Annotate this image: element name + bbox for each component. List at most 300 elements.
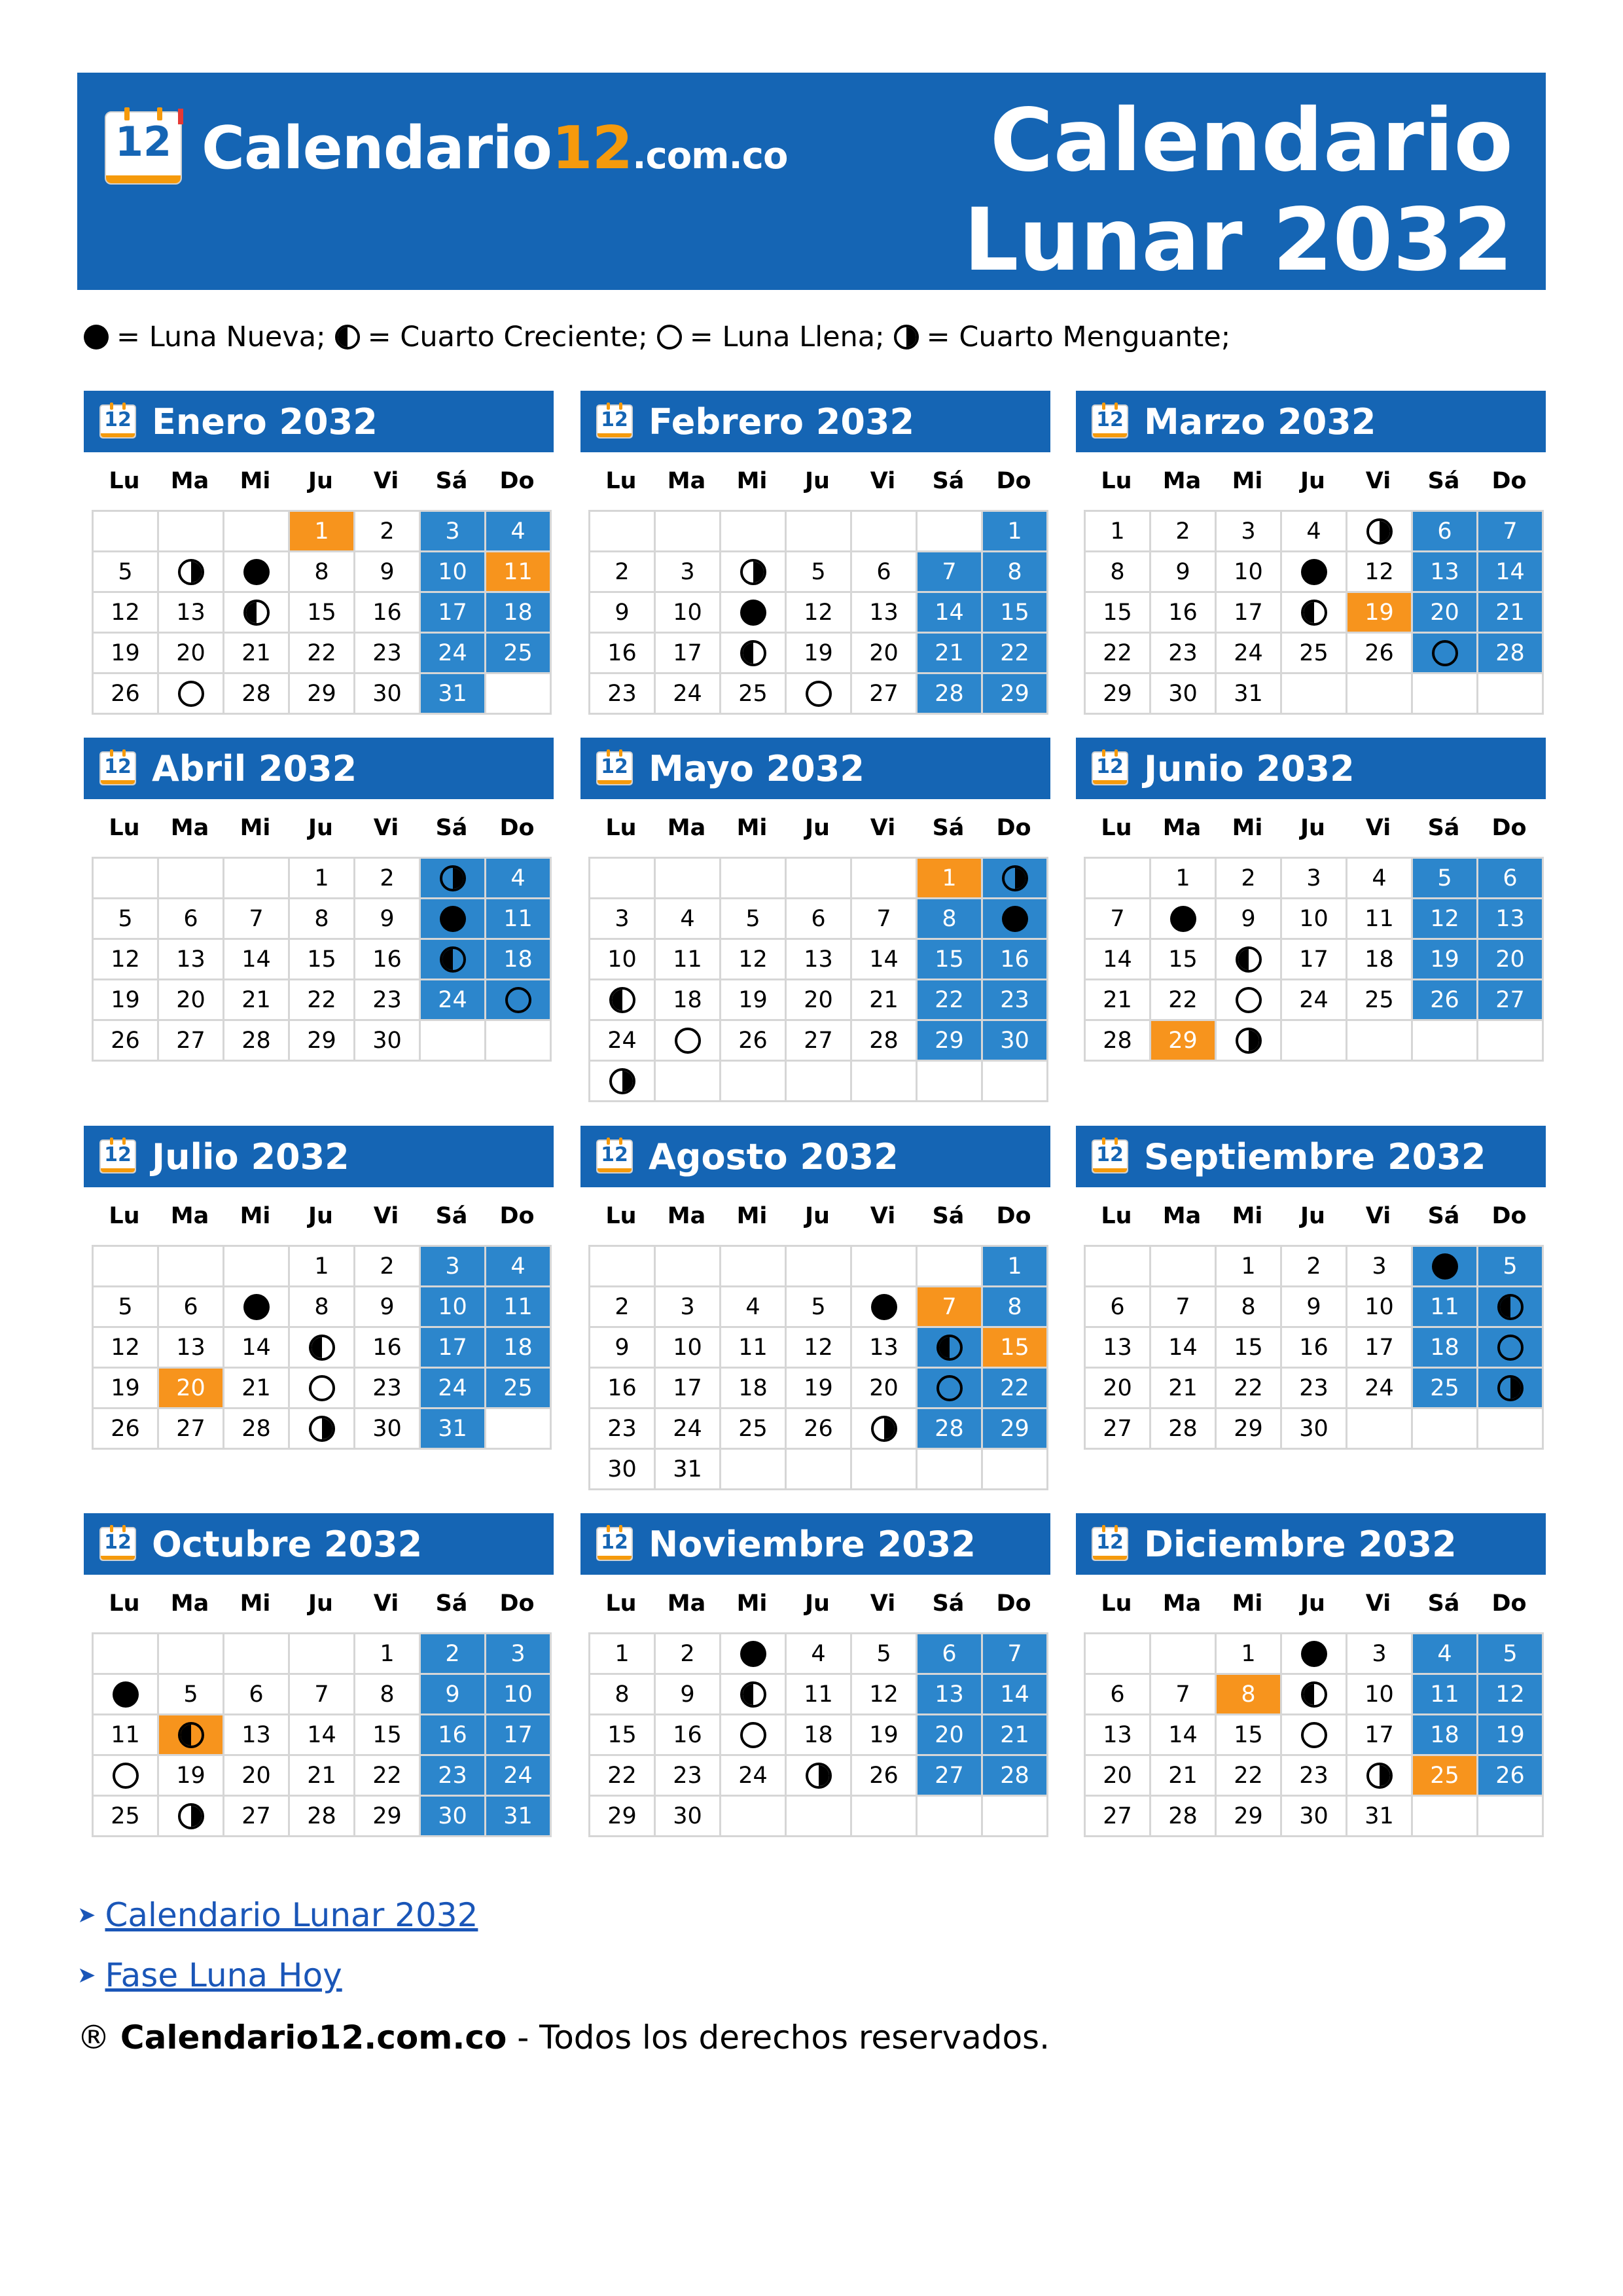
day-cell <box>1086 512 1151 552</box>
empty-day-cell <box>656 859 721 899</box>
day-number: 1 <box>314 1253 329 1280</box>
day-number: 20 <box>1495 946 1525 973</box>
day-cell <box>787 1021 852 1062</box>
day-number: 1 <box>1241 1640 1256 1667</box>
calendar-icon <box>596 404 633 439</box>
day-number: 3 <box>1241 518 1256 545</box>
new-moon-icon <box>1301 1641 1327 1667</box>
day-number: 26 <box>111 680 140 707</box>
day-number: 12 <box>1495 1681 1525 1708</box>
day-cell <box>1086 593 1151 634</box>
weekday-label: Vi <box>870 1590 896 1617</box>
day-cell <box>1217 674 1282 715</box>
day-grid <box>588 857 1048 1102</box>
empty-day-cell <box>1478 1021 1544 1062</box>
day-cell <box>159 1369 224 1409</box>
day-cell <box>355 940 421 980</box>
day-cell <box>1151 980 1217 1021</box>
day-number: 13 <box>1103 1721 1132 1748</box>
day-cell <box>1151 1756 1217 1797</box>
day-number: 20 <box>1103 1374 1132 1401</box>
day-cell <box>486 1634 552 1675</box>
empty-day-cell <box>1478 1409 1544 1450</box>
day-number: 24 <box>1364 1374 1394 1401</box>
weekday-header <box>1084 452 1546 510</box>
day-number: 6 <box>1437 518 1452 545</box>
day-number: 31 <box>673 1456 702 1482</box>
day-number: 17 <box>673 639 702 666</box>
day-cell <box>486 1247 552 1287</box>
full-moon-icon <box>113 1763 139 1789</box>
day-cell <box>852 1369 918 1409</box>
calendar-icon <box>596 751 633 785</box>
weekday-label: Ju <box>308 1590 333 1617</box>
day-number: 10 <box>1234 558 1263 585</box>
weekday-label: Do <box>996 468 1031 494</box>
empty-day-cell <box>1413 674 1478 715</box>
day-number: 12 <box>1364 558 1394 585</box>
day-cell <box>721 1021 787 1062</box>
day-cell <box>656 1675 721 1715</box>
day-cell <box>290 899 355 940</box>
day-number: 6 <box>876 558 891 585</box>
weekday-label: Mi <box>240 468 271 494</box>
calendar-icon-number: 12 <box>104 1143 132 1166</box>
day-cell <box>159 593 224 634</box>
day-cell <box>656 1287 721 1328</box>
day-cell <box>290 859 355 899</box>
day-cell <box>421 512 486 552</box>
day-number: 16 <box>372 1334 402 1361</box>
weekday-header <box>588 1187 1050 1245</box>
moon-phase-legend <box>84 321 1240 353</box>
day-cell <box>159 1797 224 1837</box>
day-number: 2 <box>380 865 395 891</box>
day-number: 24 <box>673 680 702 707</box>
day-cell <box>421 899 486 940</box>
new-moon-icon <box>871 1294 897 1320</box>
day-number: 15 <box>307 946 336 973</box>
weekday-label: Sá <box>1427 1590 1460 1617</box>
day-number: 16 <box>607 1374 637 1401</box>
month-header <box>84 391 554 452</box>
empty-day-cell <box>852 512 918 552</box>
day-cell <box>421 552 486 593</box>
weekday-label: Vi <box>870 815 896 841</box>
day-number: 5 <box>118 1293 133 1320</box>
day-cell <box>656 1328 721 1369</box>
day-cell <box>983 980 1048 1021</box>
day-cell <box>1217 1247 1282 1287</box>
day-number: 14 <box>1168 1334 1198 1361</box>
day-cell <box>224 634 290 674</box>
day-cell <box>1151 940 1217 980</box>
day-number: 30 <box>438 1803 467 1829</box>
empty-day-cell <box>94 1634 159 1675</box>
day-number: 30 <box>607 1456 637 1482</box>
day-number: 18 <box>804 1721 833 1748</box>
day-number: 26 <box>1364 639 1394 666</box>
day-cell <box>656 1450 721 1490</box>
day-cell <box>852 552 918 593</box>
day-number: 9 <box>380 558 395 585</box>
day-number: 23 <box>372 986 402 1013</box>
day-number: 29 <box>607 1803 637 1829</box>
empty-day-cell <box>486 1021 552 1062</box>
day-number: 11 <box>111 1721 140 1748</box>
day-number: 12 <box>111 599 140 626</box>
day-cell <box>355 512 421 552</box>
day-cell <box>159 1021 224 1062</box>
weekday-label: Ju <box>308 815 333 841</box>
day-number: 15 <box>935 946 964 973</box>
day-number: 16 <box>1000 946 1029 973</box>
day-cell <box>1478 899 1544 940</box>
day-cell <box>983 1634 1048 1675</box>
day-cell <box>421 1409 486 1450</box>
empty-day-cell <box>787 1450 852 1490</box>
calendar-icon-number: 12 <box>601 408 628 431</box>
empty-day-cell <box>787 1062 852 1102</box>
day-cell <box>94 1328 159 1369</box>
site-logo[interactable] <box>105 109 787 187</box>
last-quarter-moon-icon <box>894 325 919 350</box>
day-number: 9 <box>615 599 630 626</box>
calendar-icon-number: 12 <box>1096 408 1124 431</box>
day-cell <box>721 1634 787 1675</box>
day-cell <box>1478 859 1544 899</box>
day-number: 19 <box>1430 946 1459 973</box>
day-cell <box>656 1797 721 1837</box>
day-cell <box>918 899 983 940</box>
day-number: 21 <box>1168 1374 1198 1401</box>
day-number: 3 <box>1306 865 1321 891</box>
day-number: 15 <box>307 599 336 626</box>
month-calendar <box>580 1126 1050 1490</box>
day-cell <box>159 980 224 1021</box>
weekday-label: Do <box>996 1203 1031 1229</box>
day-cell <box>787 1328 852 1369</box>
day-number: 31 <box>438 680 467 707</box>
month-header <box>1076 391 1546 452</box>
empty-day-cell <box>486 1409 552 1450</box>
day-number: 17 <box>438 599 467 626</box>
weekday-label: Vi <box>373 815 399 841</box>
day-cell <box>1282 552 1347 593</box>
day-number: 23 <box>607 1415 637 1442</box>
day-cell <box>355 1715 421 1756</box>
day-cell <box>1217 1409 1282 1450</box>
day-cell <box>290 512 355 552</box>
day-number: 27 <box>1103 1415 1132 1442</box>
month-title: Enero 2032 <box>152 401 378 442</box>
day-number: 25 <box>1299 639 1329 666</box>
day-cell <box>94 1675 159 1715</box>
empty-day-cell <box>1413 1021 1478 1062</box>
day-number: 21 <box>869 986 899 1013</box>
month-header <box>84 1513 554 1575</box>
day-cell <box>1347 1715 1413 1756</box>
day-cell <box>590 1450 656 1490</box>
day-number: 10 <box>1364 1293 1394 1320</box>
day-number: 13 <box>804 946 833 973</box>
day-number: 7 <box>249 905 264 932</box>
day-cell <box>94 899 159 940</box>
day-number: 8 <box>314 1293 329 1320</box>
last-quarter-moon-icon <box>806 1763 832 1789</box>
day-cell <box>983 1715 1048 1756</box>
day-cell <box>983 674 1048 715</box>
day-cell <box>1413 980 1478 1021</box>
last-quarter-moon-icon <box>740 559 766 585</box>
first-quarter-moon-icon <box>1301 600 1327 626</box>
day-cell <box>94 1287 159 1328</box>
day-cell <box>486 1797 552 1837</box>
day-number: 18 <box>503 599 533 626</box>
day-cell <box>224 674 290 715</box>
day-cell <box>656 552 721 593</box>
day-number: 30 <box>372 1027 402 1054</box>
day-cell <box>656 980 721 1021</box>
day-cell <box>1282 593 1347 634</box>
day-grid <box>1084 1245 1544 1450</box>
day-cell <box>94 1715 159 1756</box>
day-grid <box>588 510 1048 715</box>
empty-day-cell <box>721 1450 787 1490</box>
day-cell <box>852 1409 918 1450</box>
day-number: 22 <box>1000 639 1029 666</box>
day-number: 24 <box>503 1762 533 1789</box>
day-number: 21 <box>935 639 964 666</box>
day-cell <box>1151 593 1217 634</box>
day-number: 23 <box>1299 1374 1329 1401</box>
day-number: 4 <box>1437 1640 1452 1667</box>
day-cell <box>590 674 656 715</box>
day-grid <box>92 1245 552 1450</box>
day-number: 15 <box>1000 599 1029 626</box>
calendar-icon-number: 12 <box>104 755 132 778</box>
day-number: 17 <box>438 1334 467 1361</box>
day-number: 25 <box>111 1803 140 1829</box>
lunar-calendar-link[interactable]: Calendario Lunar 2032 <box>105 1896 478 1934</box>
first-quarter-moon-icon <box>1497 1294 1524 1320</box>
day-number: 4 <box>510 1253 526 1280</box>
day-cell <box>590 552 656 593</box>
day-number: 8 <box>1007 1293 1022 1320</box>
day-number: 26 <box>804 1415 833 1442</box>
full-moon-icon <box>806 681 832 707</box>
empty-day-cell <box>159 1247 224 1287</box>
day-cell <box>290 634 355 674</box>
day-number: 4 <box>745 1293 760 1320</box>
day-cell <box>159 1675 224 1715</box>
day-cell <box>852 1756 918 1797</box>
day-cell <box>1151 512 1217 552</box>
day-number: 27 <box>804 1027 833 1054</box>
day-cell <box>656 940 721 980</box>
weekday-label: Sá <box>932 468 965 494</box>
day-cell <box>1478 1369 1544 1409</box>
day-number: 24 <box>607 1027 637 1054</box>
new-moon-icon <box>1170 906 1196 932</box>
day-cell <box>94 593 159 634</box>
day-cell <box>224 1328 290 1369</box>
weekday-header <box>92 799 554 857</box>
day-cell <box>787 1369 852 1409</box>
day-cell <box>1478 1247 1544 1287</box>
day-cell <box>355 1756 421 1797</box>
day-cell <box>1413 512 1478 552</box>
legend-first-quarter: = Cuarto Creciente; <box>367 321 648 353</box>
weekday-header <box>1084 1575 1546 1632</box>
day-number: 9 <box>380 1293 395 1320</box>
weekday-label: Vi <box>1365 1590 1391 1617</box>
day-cell <box>656 1369 721 1409</box>
day-cell <box>1478 940 1544 980</box>
arrow-right-icon: ➤ <box>77 1962 96 1988</box>
day-number: 19 <box>111 1374 140 1401</box>
first-quarter-moon-icon <box>1301 1681 1327 1708</box>
day-cell <box>1086 899 1151 940</box>
weekday-label: Ma <box>667 1590 706 1617</box>
day-cell <box>852 1287 918 1328</box>
day-cell <box>1347 1287 1413 1328</box>
day-cell <box>1151 859 1217 899</box>
day-cell <box>1282 1409 1347 1450</box>
empty-day-cell <box>1347 1021 1413 1062</box>
day-cell <box>290 1409 355 1450</box>
day-number: 16 <box>607 639 637 666</box>
day-cell <box>486 1287 552 1328</box>
day-cell <box>421 1328 486 1369</box>
month-calendar <box>84 391 554 715</box>
weekday-label: Ma <box>1162 815 1202 841</box>
day-cell <box>1217 634 1282 674</box>
empty-day-cell <box>1478 674 1544 715</box>
day-cell <box>1413 859 1478 899</box>
day-number: 2 <box>445 1640 460 1667</box>
day-number: 28 <box>1103 1027 1132 1054</box>
day-cell <box>590 634 656 674</box>
day-number: 30 <box>1168 680 1198 707</box>
day-number: 29 <box>1234 1415 1263 1442</box>
day-cell <box>159 1409 224 1450</box>
link-list <box>77 1885 478 2005</box>
day-cell <box>1217 512 1282 552</box>
day-cell <box>224 899 290 940</box>
calendar-icon-number: 12 <box>1096 1531 1124 1554</box>
day-number: 30 <box>1299 1803 1329 1829</box>
day-cell <box>94 674 159 715</box>
day-cell <box>1086 1756 1151 1797</box>
month-calendar <box>84 1513 554 1837</box>
day-number: 19 <box>111 986 140 1013</box>
day-cell <box>1217 940 1282 980</box>
day-number: 21 <box>1168 1762 1198 1789</box>
day-number: 9 <box>615 1334 630 1361</box>
day-cell <box>355 593 421 634</box>
day-cell <box>656 634 721 674</box>
day-cell <box>1478 1634 1544 1675</box>
empty-day-cell <box>94 859 159 899</box>
empty-day-cell <box>656 1062 721 1102</box>
day-cell <box>421 1797 486 1837</box>
empty-day-cell <box>1347 674 1413 715</box>
day-cell <box>1151 1797 1217 1837</box>
day-number: 28 <box>241 1415 271 1442</box>
day-number: 5 <box>1503 1640 1518 1667</box>
weekday-label: Do <box>499 1203 535 1229</box>
month-header <box>1076 1513 1546 1575</box>
day-cell <box>590 899 656 940</box>
weekday-label: Vi <box>870 468 896 494</box>
empty-day-cell <box>852 1797 918 1837</box>
day-number: 25 <box>503 639 533 666</box>
month-title: Octubre 2032 <box>152 1523 423 1565</box>
day-number: 8 <box>314 905 329 932</box>
calendar-icon <box>99 404 136 439</box>
day-cell <box>290 593 355 634</box>
day-number: 29 <box>1234 1803 1263 1829</box>
day-number: 20 <box>804 986 833 1013</box>
weekday-header <box>92 1575 554 1632</box>
weekday-label: Lu <box>1101 468 1132 494</box>
day-cell <box>1347 552 1413 593</box>
weekday-label: Mi <box>1232 1590 1263 1617</box>
day-cell <box>1347 1369 1413 1409</box>
day-grid <box>92 1632 552 1837</box>
last-quarter-moon-icon <box>178 559 204 585</box>
weekday-label: Sá <box>932 1203 965 1229</box>
day-number: 12 <box>111 946 140 973</box>
month-header <box>84 1126 554 1187</box>
last-quarter-moon-icon <box>1366 1763 1393 1789</box>
weekday-label: Mi <box>736 468 768 494</box>
weekday-label: Mi <box>1232 815 1263 841</box>
day-cell <box>1478 980 1544 1021</box>
empty-day-cell <box>1086 1634 1151 1675</box>
day-cell <box>1217 1715 1282 1756</box>
moon-phase-today-link[interactable]: Fase Luna Hoy <box>105 1956 342 1994</box>
day-number: 8 <box>1007 558 1022 585</box>
day-cell <box>94 1409 159 1450</box>
full-moon-icon <box>936 1375 963 1401</box>
day-cell <box>983 1675 1048 1715</box>
weekday-label: Vi <box>373 1590 399 1617</box>
weekday-label: Lu <box>605 1590 637 1617</box>
day-number: 18 <box>1364 946 1394 973</box>
day-cell <box>421 940 486 980</box>
weekday-label: Ma <box>1162 1590 1202 1617</box>
day-cell <box>355 1287 421 1328</box>
day-cell <box>1217 593 1282 634</box>
weekday-label: Lu <box>109 1203 140 1229</box>
day-cell <box>1151 1369 1217 1409</box>
day-number: 6 <box>249 1681 264 1708</box>
day-number: 27 <box>1103 1803 1132 1829</box>
month-calendar <box>580 1513 1050 1837</box>
day-cell <box>721 674 787 715</box>
day-cell <box>787 1634 852 1675</box>
day-number: 3 <box>680 558 695 585</box>
day-number: 29 <box>307 680 336 707</box>
day-number: 30 <box>1000 1027 1029 1054</box>
weekday-label: Ju <box>308 468 333 494</box>
day-cell <box>1478 552 1544 593</box>
weekday-label: Do <box>499 468 535 494</box>
weekday-label: Sá <box>932 1590 965 1617</box>
day-cell <box>1413 1328 1478 1369</box>
